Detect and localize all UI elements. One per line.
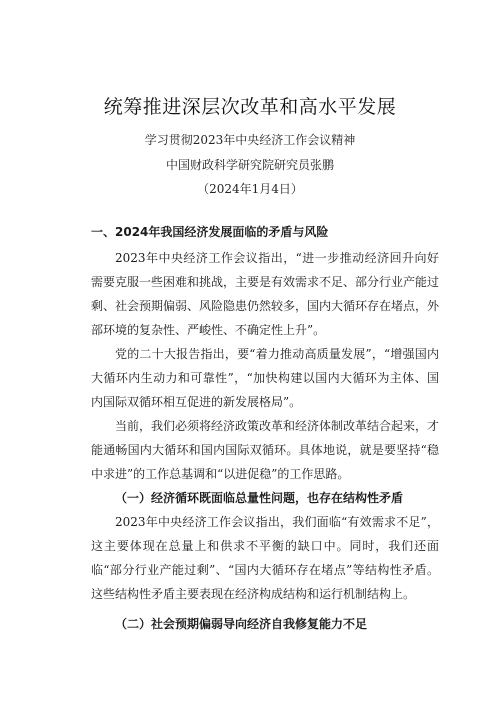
subsection-heading-2: （二）社会预期偏弱导向经济自我修复能力不足 — [115, 617, 368, 631]
paragraph-1: 2023年中央经济工作会议指出，“进一步推动经济回升向好需要克服一些困难和挑战，主要是有效需求不足、部分行业产能过剩、社会预期偏弱、风险隐患仍然较多，国内大循环存在堵点，外部环境的复杂性、严峻性、不确定性上升”。 — [91, 251, 440, 337]
document-author: 中国财政科学研究院研究员张鹏 — [165, 158, 334, 172]
document-date: （2024年1月4日） — [197, 182, 303, 196]
paragraph-3: 当前，我们必须将经济政策改革和经济体制改革结合起来，才能通畅国内大循环和国内国际双循环。具体地说，就是要坚持“稳中求进”的工作总基调和“以进促稳”的工作思路。 — [91, 419, 440, 481]
subsection-heading-1: （一）经济循环既面临总量性问题，也存在结构性矛盾 — [115, 491, 404, 505]
document-title: 统筹推进深层次改革和高水平发展 — [103, 96, 397, 118]
section-heading-1: 一、2024年我国经济发展面临的矛盾与风险 — [91, 225, 329, 239]
paragraph-2: 党的二十大报告指出，要“着力推动高质量发展”，“增强国内大循环内生动力和可靠性”，“加快构建以国内大循环为主体、国内国际双循环相互促进的新发展格局”。 — [91, 347, 439, 409]
document-body — [91, 220, 439, 636]
paragraph-4: 2023年中央经济工作会议指出，我们面临“有效需求不足”，这主要体现在总量上和供求不平衡的缺口中。同时，我们还面临“部分行业产能过剩”、“国内大循环存在堵点”等结构性矛盾。这些结构性矛盾主要表现在经济构成结构和运行机制结构上。 — [91, 515, 439, 601]
document-subtitle: 学习贯彻2023年中央经济工作会议精神 — [144, 133, 356, 147]
